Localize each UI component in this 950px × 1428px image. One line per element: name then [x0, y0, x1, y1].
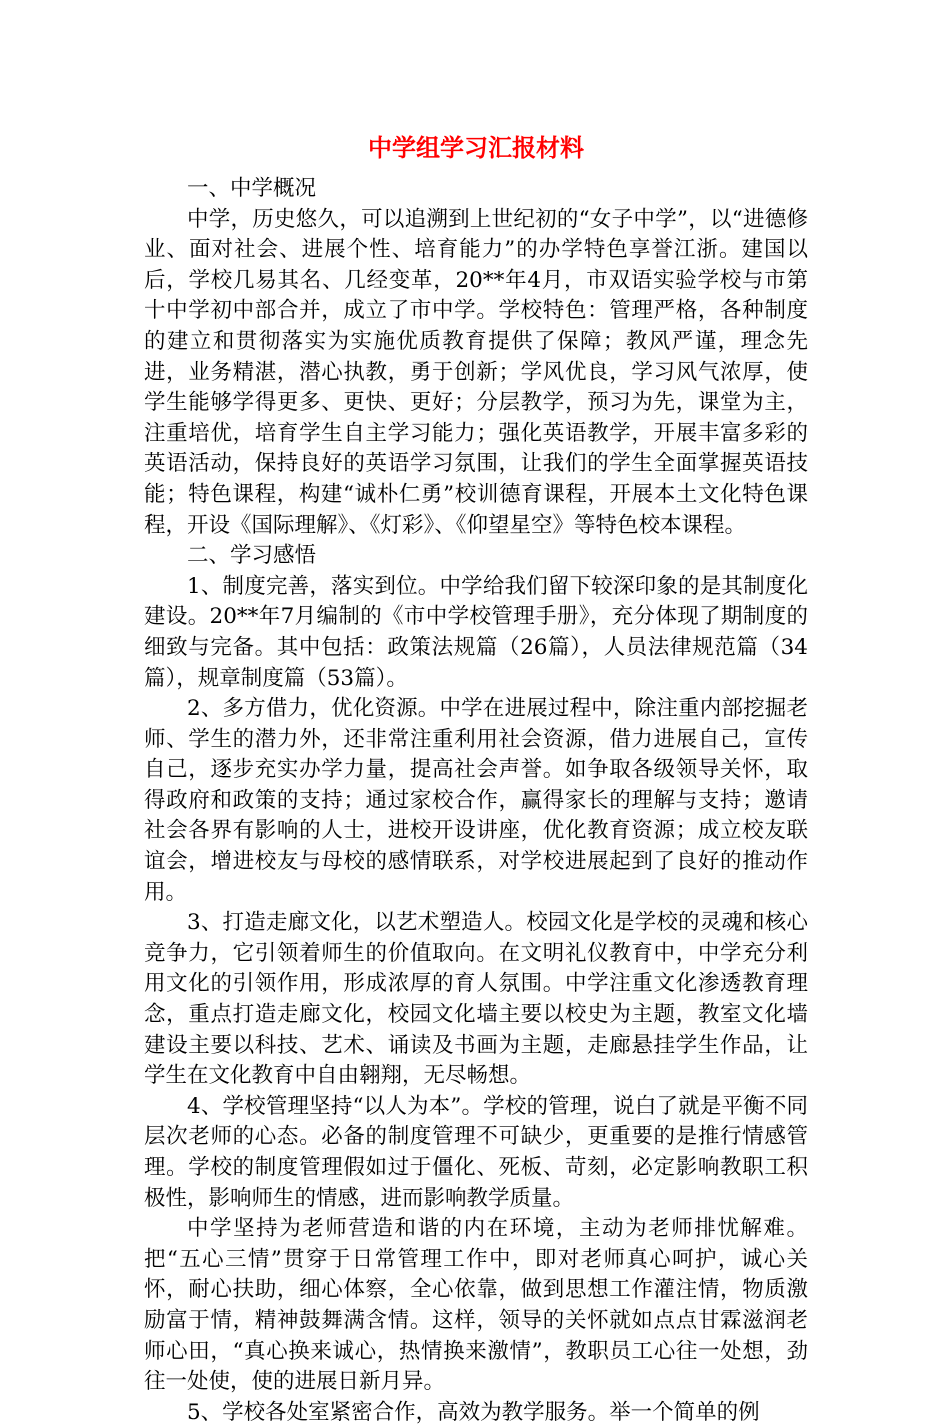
paragraph-insight-5: 5、学校各处室紧密合作，高效为教学服务。举一个简单的例 — [187, 1399, 760, 1425]
section-heading-overview: 一、中学概况 — [187, 176, 317, 201]
document-title: 中学组学习汇报材料 — [368, 133, 584, 162]
paragraph-insight-1: 1、制度完善，落实到位。中学给我们留下较深印象的是其制度化建设。20**年7月编制的《市中学校管理手册》，充分体现了期制度的细致与完备。其中包括：政策法规篇（26篇），人员法律规范篇（34篇），规章制度篇（53篇）。 — [144, 573, 808, 691]
paragraph-insight-4-continued: 中学坚持为老师营造和谐的内在环境，主动为老师排忧解难。把“五心三情”贯穿于日常管理工作中，即对老师真心呵护，诚心关怀，耐心扶助，细心体察，全心依靠，做到思想工作灌注情，物质激励富于情，精神鼓舞满含情。这样，领导的关怀就如点点甘霖滋润老师心田，“真心换来诚心，热情换来激情”，教职员工心往一处想，劲往一处使，使的进展日新月异。 — [144, 1216, 808, 1395]
paragraph-insight-4: 4、学校管理坚持“以人为本”。学校的管理，说白了就是平衡不同层次老师的心态。必备的制度管理不可缺少，更重要的是推行情感管理。学校的制度管理假如过于僵化、死板、苛刻，必定影响教职工积极性，影响师生的情感，进而影响教学质量。 — [144, 1093, 808, 1211]
section-heading-insights: 二、学习感悟 — [187, 543, 317, 569]
document-page — [144, 128, 808, 1428]
paragraph-insight-2: 2、多方借力，优化资源。中学在进展过程中，除注重内部挖掘老师、学生的潜力外，还非常注重利用社会资源，借力进展自己，宣传自己，逐步充实办学力量，提高社会声誉。如争取各级领导关怀，取得政府和政策的支持；通过家校合作，赢得家长的理解与支持；邀请社会各界有影响的人士，进校开设讲座，优化教育资源；成立校友联谊会，增进校友与母校的感情联系，对学校进展起到了良好的推动作用。 — [144, 696, 808, 905]
paragraph-overview: 中学，历史悠久，可以追溯到上世纪初的“女子中学”，以“进德修业、面对社会、进展个性、培育能力”的办学特色享誉江浙。建国以后，学校几易其名、几经变革，20**年4月，市双语实验学校与市第十中学初中部合并，成立了市中学。学校特色：管理严格，各种制度的建立和贯彻落实为实施优质教育提供了保障；教风严谨，理念先进，业务精湛，潜心执教，勇于创新；学风优良，学习风气浓厚，使学生能够学得更多、更快、更好；分层教学，预习为先，课堂为主，注重培优，培育学生自主学习能力；强化英语教学，开展丰富多彩的英语活动，保持良好的英语学习氛围，让我们的学生全面掌握英语技能；特色课程，构建“诚朴仁勇”校训德育课程，开展本土文化特色课程，开设《国际理解》、《灯彩》、《仰望星空》等特色校本课程。 — [144, 206, 808, 538]
paragraph-insight-3: 3、打造走廊文化，以艺术塑造人。校园文化是学校的灵魂和核心竞争力，它引领着师生的价值取向。在文明礼仪教育中，中学充分利用文化的引领作用，形成浓厚的育人氛围。中学注重文化渗透教育理念，重点打造走廊文化，校园文化墙主要以校史为主题，教室文化墙建设主要以科技、艺术、诵读及书画为主题，走廊悬挂学生作品，让学生在文化教育中自由翱翔，无尽畅想。 — [144, 910, 808, 1089]
